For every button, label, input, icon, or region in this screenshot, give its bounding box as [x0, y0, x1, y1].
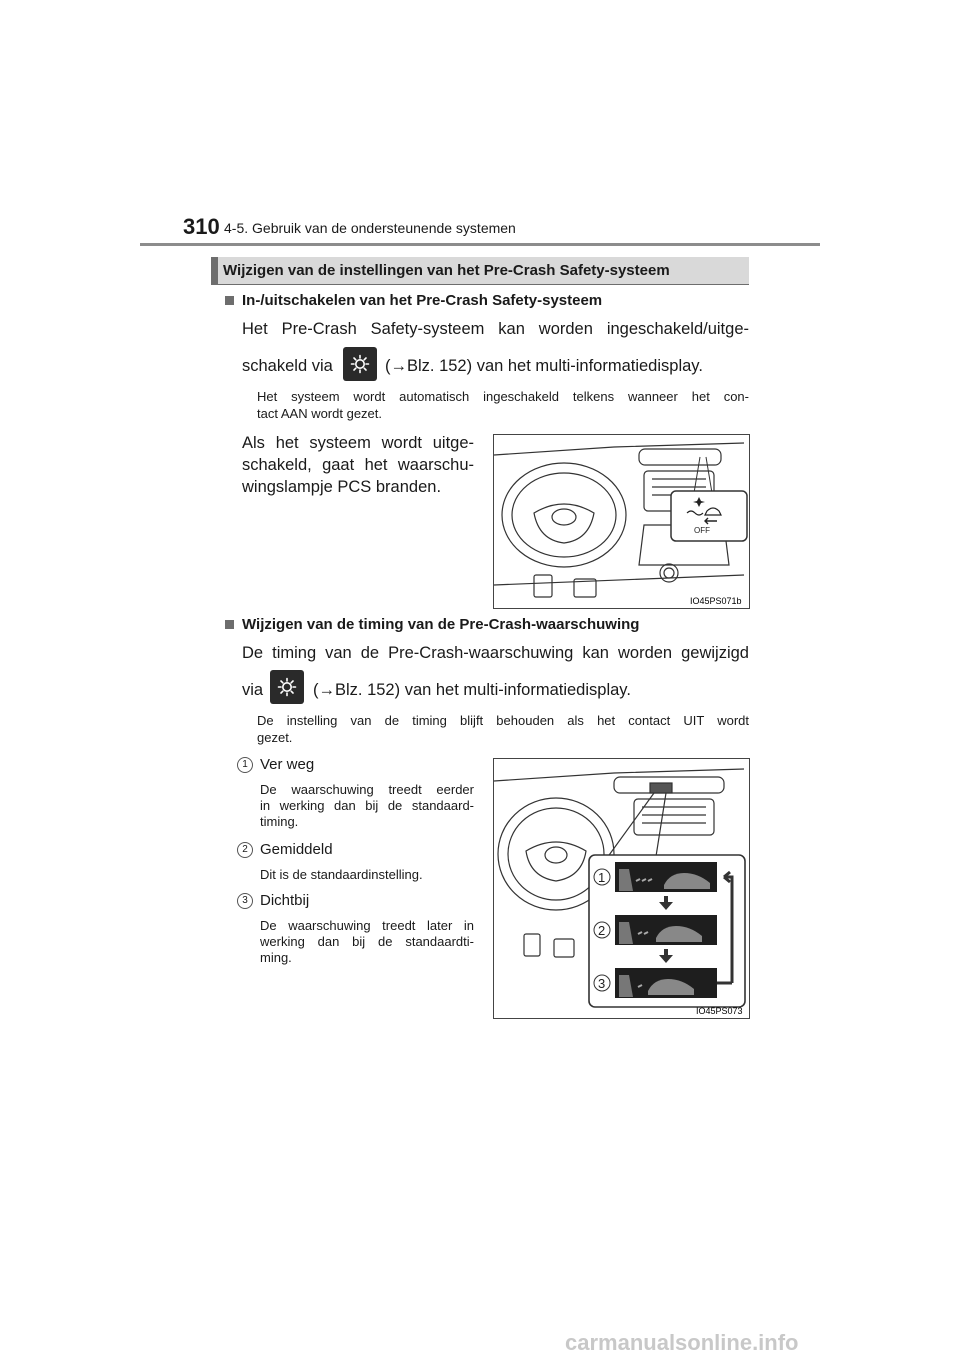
heading-timing: Wijzigen van de timing van de Pre-Crash-waarschuwing — [242, 616, 640, 633]
body-line: Het Pre-Crash Safety-systeem kan worden ingeschakeld/uitge- — [242, 320, 749, 338]
display-timing-illustration — [494, 759, 749, 1018]
off-label: OFF — [694, 526, 710, 535]
option-number: 3 — [237, 893, 253, 909]
watermark-text: carmanualsonline.info — [565, 1330, 799, 1355]
option-desc-line: De waarschuwing treedt later in — [260, 918, 474, 933]
figure-number: 2 — [598, 923, 606, 938]
option-number: 2 — [237, 842, 253, 858]
figure-number: 3 — [598, 976, 606, 991]
option-desc-line: ming. — [260, 950, 292, 965]
body-line: (→Blz. 152) van het multi-informatiedisplay. — [313, 681, 631, 699]
note-line: Het systeem wordt automatisch ingeschakeld telkens wanneer het con- — [257, 389, 749, 404]
timing-screen-3 — [615, 968, 717, 998]
note-line: De instelling van de timing blijft behouden als het contact UIT wordt — [257, 713, 749, 728]
figure-number: 1 — [598, 870, 606, 885]
figure-warning-timing — [493, 758, 750, 1019]
para-line: wingslampje PCS branden. — [242, 478, 442, 496]
figure-code: IO45PS073 — [696, 1006, 743, 1016]
warning-light-callout — [671, 457, 747, 541]
body-line: De timing van de Pre-Crash-waarschuwing kan worden gewijzigd — [242, 644, 749, 662]
watermark-logo — [0, 1326, 960, 1358]
body-line: via — [242, 681, 264, 699]
para-line: Als het systeem wordt uitge- — [242, 434, 474, 452]
option-number: 1 — [237, 757, 253, 773]
option-label: Dichtbij — [260, 892, 310, 909]
body-line: schakeld via — [242, 357, 333, 375]
note-line: tact AAN wordt gezet. — [257, 406, 383, 421]
heading-toggle-pcs: In-/uitschakelen van het Pre-Crash Safety-systeem — [242, 292, 603, 309]
chapter-title: 4-5. Gebruik van de ondersteunende systemen — [224, 220, 516, 236]
gear-icon — [350, 354, 370, 374]
section-rule — [211, 284, 749, 285]
dashboard-illustration — [494, 435, 749, 608]
note-line: gezet. — [257, 730, 293, 745]
figure-code: IO45PS071b — [690, 596, 742, 606]
option-desc-line: werking dan bij de standaardti- — [260, 934, 474, 949]
option-desc-line: Dit is de standaardinstelling. — [260, 867, 423, 882]
option-desc-line: timing. — [260, 814, 299, 829]
timing-screen-2 — [615, 915, 717, 945]
option-label: Gemiddeld — [260, 841, 333, 858]
section-title: Wijzigen van de instellingen van het Pre-Crash Safety-systeem — [223, 262, 670, 279]
settings-button-icon — [343, 347, 377, 381]
para-line: schakeld, gaat het waarschu- — [242, 456, 474, 474]
heading-bullet — [225, 620, 234, 629]
page-number: 310 — [183, 214, 220, 239]
footer-watermark — [0, 1326, 960, 1358]
body-line: (→Blz. 152) van het multi-informatiedisplay. — [385, 357, 703, 375]
option-label: Ver weg — [260, 756, 315, 773]
option-desc-line: in werking dan bij de standaard- — [260, 798, 474, 813]
settings-button-icon — [270, 670, 304, 704]
timing-screen-1 — [615, 862, 717, 892]
figure-pcs-warning-light — [493, 434, 750, 609]
gear-icon — [277, 677, 297, 697]
heading-bullet — [225, 296, 234, 305]
header-rule — [140, 243, 820, 246]
option-desc-line: De waarschuwing treedt eerder — [260, 782, 474, 797]
